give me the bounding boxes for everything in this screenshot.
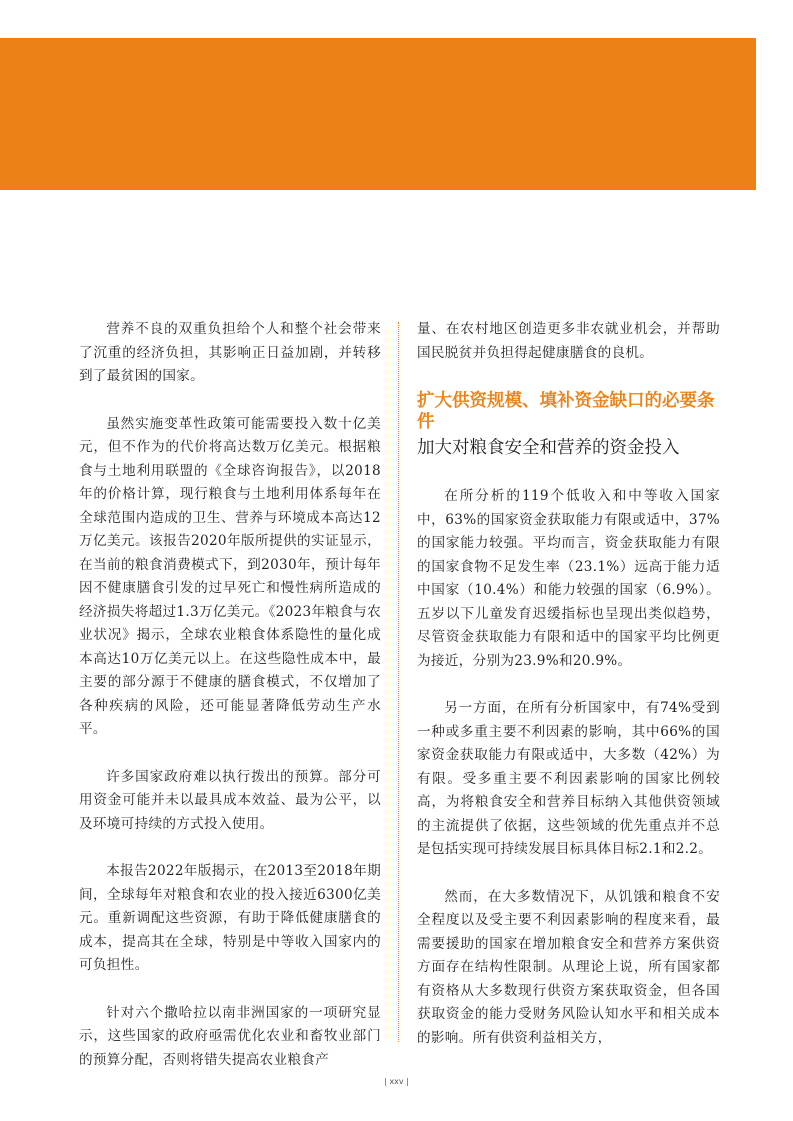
left-paragraph-1: 营养不良的双重负担给个人和整个社会带来了沉重的经济负担，其影响正日益加剧，并转移到了最贫困的国家。 bbox=[79, 321, 381, 384]
column-divider bbox=[398, 322, 399, 1042]
section-heading: 扩大供资规模、填补资金缺口的必要条件 bbox=[417, 391, 715, 432]
header-banner bbox=[0, 38, 756, 190]
right-column bbox=[417, 318, 720, 1050]
right-paragraph-2: 另一方面，在所有分析国家中，有74%受到一种或多重主要不利因素的影响，其中66%的国家资金获取能力有限或适中，大多数（42%）为有限。受多重主要不利因素影响的国家比例较高，为将粮食安全和营养目标纳入其他供资领域的主流提供了依据，这些领域的优先重点并不总是包括实现可持续发展目标具体目标2.1和2.2。 bbox=[417, 700, 720, 857]
left-paragraph-4: 本报告2022年版揭示，在2013至2018年期间，全球每年对粮食和农业的投入接近6300亿美元。重新调配这些资源，有助于降低健康膳食的成本，提高其在全球，特别是中等收入国家内的可负担性。 bbox=[79, 863, 381, 973]
right-paragraph-1: 在所分析的119个低收入和中等收入国家中，63%的国家资金获取能力有限或适中，37%的国家能力较强。平均而言，资金获取能力有限的国家食物不足发生率（23.1%）远高于能力适中国家（10.4%）和能力较强的国家（6.9%）。五岁以下儿童发育迟缓指标也呈现出类似趋势，尽管资金获取能力有限和适中的国家平均比例更为接近，分别为23.9%和20.9%。 bbox=[417, 488, 720, 669]
right-continuation: 量、在农村地区创造更多非农就业机会，并帮助国民脱贫并负担得起健康膳食的良机。 bbox=[417, 321, 720, 361]
left-column bbox=[79, 318, 381, 1072]
page-number: | xxv | bbox=[384, 1077, 409, 1086]
left-paragraph-2: 虽然实施变革性政策可能需要投入数十亿美元，但不作为的代价将高达数万亿美元。根据粮食与土地利用联盟的《全球咨询报告》，以2018年的价格计算，现行粮食与土地利用体系每年在全球范围内造成的卫生、营养与环境成本高达12万亿美元。该报告2020年版所提供的实证显示，在当前的粮食消费模式下，到2030年，预计每年因不健康膳食引发的过早死亡和慢性病所造成的经济损失将超过1.3万亿美元。《2023年粮食与农业状况》揭示，全球农业粮食体系隐性的量化成本高达10万亿美元以上。在这些隐性成本中，最主要的部分源于不健康的膳食模式，不仅增加了各种疾病的风险，还可能显著降低劳动生产水平。 bbox=[79, 415, 381, 737]
right-paragraph-3: 然而，在大多数情况下，从饥饿和粮食不安全程度以及受主要不利因素影响的程度来看，最需要援助的国家在增加粮食安全和营养方案供资方面存在结构性限制。从理论上说，所有国家都有资格从大多数现行供资方案获取资金，但各国获取资金的能力受财务风险认知水平和相关成本的影响。所有供资利益相关方， bbox=[417, 888, 720, 1046]
left-paragraph-3: 许多国家政府难以执行拨出的预算。部分可用资金可能并未以最具成本效益、最为公平，以及环境可持续的方式投入使用。 bbox=[79, 768, 381, 832]
left-paragraph-5: 针对六个撒哈拉以南非洲国家的一项研究显示，这些国家的政府亟需优化农业和畜牧业部门的预算分配，否则将错失提高农业粮食产 bbox=[79, 1004, 381, 1068]
section-subheading: 加大对粮食安全和营养的资金投入 bbox=[417, 438, 680, 458]
